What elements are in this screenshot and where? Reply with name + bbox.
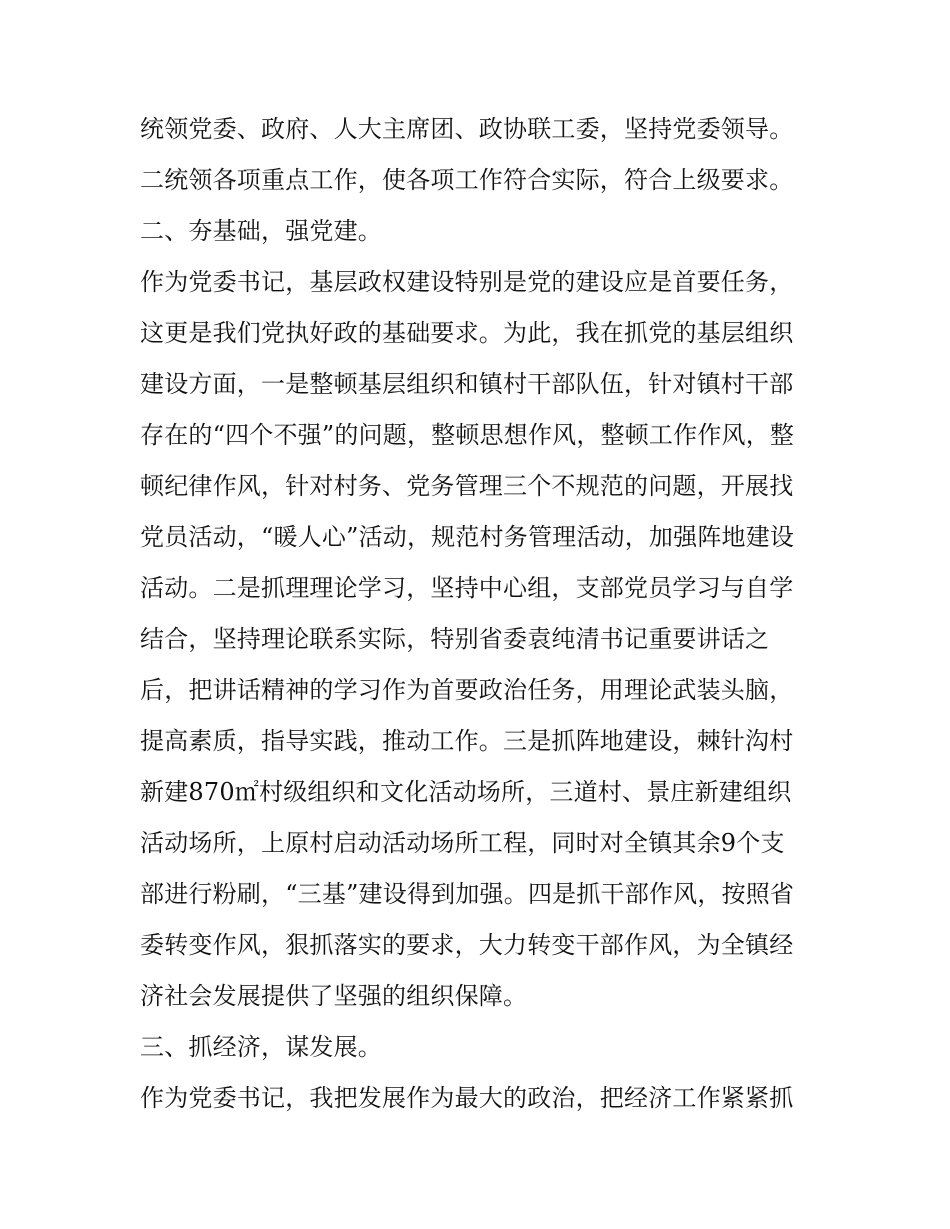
text-line: 这更是我们党执好政的基础要求。为此，我在抓党的基层组织 bbox=[140, 319, 794, 347]
text-line: 二统领各项重点工作，使各项工作符合实际，符合上级要求。 bbox=[140, 166, 794, 194]
text-line: 活动。二是抓理理论学习，坚持中心组，支部党员学习与自学 bbox=[140, 574, 794, 602]
text-line: 部进行粉刷，“三基”建设得到加强。四是抓干部作风，按照省 bbox=[140, 880, 795, 908]
text-line: 作为党委书记，我把发展作为最大的政治，把经济工作紧紧抓 bbox=[140, 1084, 794, 1112]
text-line: 统领党委、政府、人大主席团、政协联工委，坚持党委领导。 bbox=[140, 115, 794, 143]
text-line: 顿纪律作风，针对村务、党务管理三个不规范的问题，开展找 bbox=[140, 472, 794, 500]
section-heading: 三、抓经济，谋发展。 bbox=[140, 1033, 382, 1061]
text-line: 结合，坚持理论联系实际，特别省委袁纯清书记重要讲话之 bbox=[140, 625, 770, 653]
text-line: 党员活动，“暖人心”活动，规范村务管理活动，加强阵地建设 bbox=[140, 523, 795, 551]
text-line: 后，把讲话精神的学习作为首要政治任务，用理论武装头脑， bbox=[140, 676, 794, 704]
text-line: 委转变作风，狠抓落实的要求，大力转变干部作风，为全镇经 bbox=[140, 931, 794, 959]
section-heading: 二、夯基础，强党建。 bbox=[140, 217, 382, 245]
text-line: 提高素质，指导实践，推动工作。三是抓阵地建设，棘针沟村 bbox=[140, 727, 794, 755]
text-line: 活动场所，上原村启动活动场所工程，同时对全镇其余9个支 bbox=[140, 829, 785, 857]
text-line: 存在的“四个不强”的问题，整顿思想作风，整顿工作作风，整 bbox=[140, 421, 795, 449]
text-line: 济社会发展提供了坚强的组织保障。 bbox=[140, 982, 528, 1010]
text-line: 建设方面，一是整顿基层组织和镇村干部队伍，针对镇村干部 bbox=[140, 370, 794, 398]
text-line: 新建870㎡村级组织和文化活动场所，三道村、景庄新建组织 bbox=[140, 778, 792, 806]
text-line: 作为党委书记，基层政权建设特别是党的建设应是首要任务， bbox=[140, 268, 794, 296]
